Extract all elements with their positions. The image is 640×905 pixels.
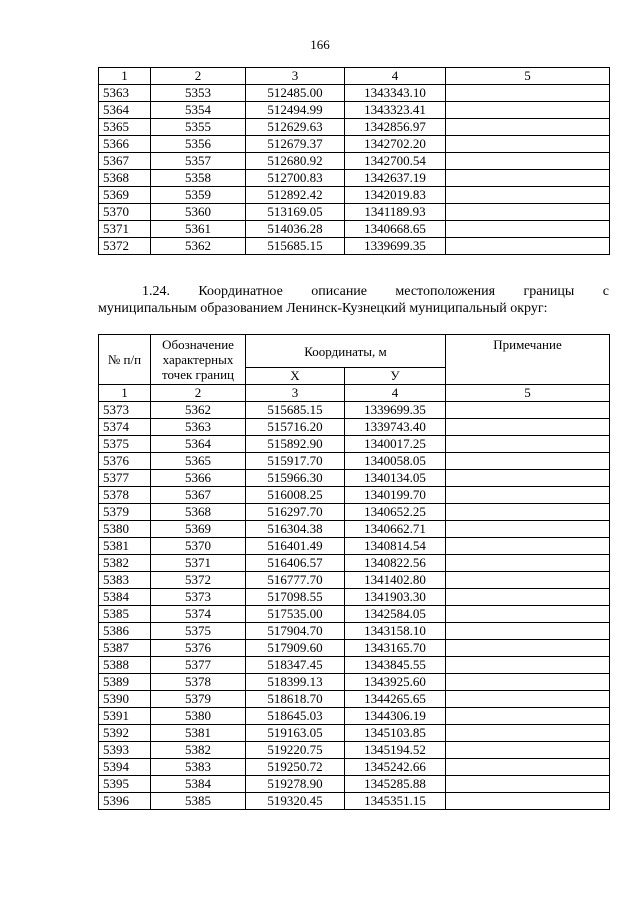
note-cell [446,487,610,504]
y-coordinate-cell: 1343343.10 [345,85,446,102]
coordinates-table-continued [98,67,610,255]
x-coordinate-cell: 518645.03 [246,708,345,725]
row-number-cell: 5375 [99,436,151,453]
table-row [99,119,610,136]
x-coordinate-cell: 519278.90 [246,776,345,793]
y-coordinate-cell: 1339699.35 [345,402,446,419]
row-number-cell: 5363 [99,85,151,102]
coordinates-table [98,334,610,810]
y-coordinate-cell: 1345103.85 [345,725,446,742]
row-number-cell: 5365 [99,119,151,136]
note-cell [446,521,610,538]
y-coordinate-cell: 1342700.54 [345,153,446,170]
point-id-cell: 5370 [151,538,246,555]
row-number-cell: 5382 [99,555,151,572]
table-row [99,725,610,742]
note-cell [446,555,610,572]
point-id-cell: 5385 [151,793,246,810]
y-coordinate-cell: 1340668.65 [345,221,446,238]
note-cell [446,238,610,255]
table-row [99,572,610,589]
table-row [99,187,610,204]
y-coordinate-cell: 1342019.83 [345,187,446,204]
x-coordinate-cell: 519320.45 [246,793,345,810]
x-coordinate-cell: 517904.70 [246,623,345,640]
row-number-cell: 5374 [99,419,151,436]
note-cell [446,538,610,555]
point-id-cell: 5361 [151,221,246,238]
y-coordinate-cell: 1342584.05 [345,606,446,623]
point-id-cell: 5358 [151,170,246,187]
table-row [99,102,610,119]
point-id-cell: 5360 [151,204,246,221]
y-coordinate-cell: 1345242.66 [345,759,446,776]
point-id-cell: 5362 [151,402,246,419]
col-number-cell: 5 [446,68,610,85]
x-coordinate-cell: 515716.20 [246,419,345,436]
table-row [99,776,610,793]
y-coordinate-cell: 1340822.56 [345,555,446,572]
point-id-cell: 5384 [151,776,246,793]
table-row [99,153,610,170]
table-row [99,204,610,221]
table-row [99,470,610,487]
note-cell [446,572,610,589]
y-coordinate-cell: 1345194.52 [345,742,446,759]
row-number-cell: 5391 [99,708,151,725]
table-row [99,589,610,606]
y-coordinate-cell: 1343845.55 [345,657,446,674]
table-row [99,85,610,102]
point-id-cell: 5375 [151,623,246,640]
y-coordinate-cell: 1341903.30 [345,589,446,606]
section-heading-word: с [602,284,609,299]
table-row [99,487,610,504]
section-heading [98,283,609,317]
point-id-cell: 5357 [151,153,246,170]
header-row-1 [99,335,610,368]
table-row [99,136,610,153]
table-row [99,538,610,555]
note-cell [446,776,610,793]
note-cell [446,419,610,436]
point-id-cell: 5378 [151,674,246,691]
point-id-cell: 5371 [151,555,246,572]
x-coordinate-cell: 512700.83 [246,170,345,187]
y-coordinate-cell: 1343925.60 [345,674,446,691]
table-row [99,623,610,640]
point-id-cell: 5374 [151,606,246,623]
table-row [99,521,610,538]
x-coordinate-cell: 516008.25 [246,487,345,504]
column-number-row [99,385,610,402]
section-heading-word: границы [523,284,575,299]
col-number-cell: 3 [246,385,345,402]
point-id-cell: 5376 [151,640,246,657]
x-coordinate-cell: 516406.57 [246,555,345,572]
table-row [99,640,610,657]
point-id-cell: 5356 [151,136,246,153]
row-number-cell: 5368 [99,170,151,187]
x-coordinate-cell: 514036.28 [246,221,345,238]
note-cell [446,708,610,725]
col-number-cell: 2 [151,385,246,402]
y-coordinate-cell: 1345351.15 [345,793,446,810]
table-row [99,691,610,708]
table-row [99,402,610,419]
point-id-cell: 5366 [151,470,246,487]
x-coordinate-cell: 519220.75 [246,742,345,759]
header-y: У [345,368,446,385]
x-coordinate-cell: 515892.90 [246,436,345,453]
row-number-cell: 5378 [99,487,151,504]
col-number-cell: 1 [99,385,151,402]
note-cell [446,759,610,776]
point-id-cell: 5367 [151,487,246,504]
col-number-cell: 4 [345,385,446,402]
section-heading-line-2: муниципальным образованием Ленинск-Кузнецкий муниципальный округ: [98,301,548,316]
note-cell [446,470,610,487]
note-cell [446,742,610,759]
y-coordinate-cell: 1343158.10 [345,623,446,640]
x-coordinate-cell: 515917.70 [246,453,345,470]
row-number-cell: 5389 [99,674,151,691]
table-row [99,238,610,255]
row-number-cell: 5366 [99,136,151,153]
x-coordinate-cell: 519163.05 [246,725,345,742]
row-number-cell: 5373 [99,402,151,419]
row-number-cell: 5383 [99,572,151,589]
point-id-cell: 5373 [151,589,246,606]
row-number-cell: 5372 [99,238,151,255]
x-coordinate-cell: 517909.60 [246,640,345,657]
note-cell [446,623,610,640]
note-cell [446,453,610,470]
row-number-cell: 5377 [99,470,151,487]
page-number: 166 [310,37,330,52]
header-number: № п/п [99,335,151,385]
table-row [99,170,610,187]
row-number-cell: 5380 [99,521,151,538]
note-cell [446,85,610,102]
x-coordinate-cell: 516777.70 [246,572,345,589]
y-coordinate-cell: 1342856.97 [345,119,446,136]
y-coordinate-cell: 1345285.88 [345,776,446,793]
y-coordinate-cell: 1342702.20 [345,136,446,153]
y-coordinate-cell: 1340199.70 [345,487,446,504]
row-number-cell: 5369 [99,187,151,204]
note-cell [446,606,610,623]
x-coordinate-cell: 512680.92 [246,153,345,170]
row-number-cell: 5379 [99,504,151,521]
section-heading-word: Координатное [198,284,283,299]
x-coordinate-cell: 513169.05 [246,204,345,221]
y-coordinate-cell: 1340662.71 [345,521,446,538]
note-cell [446,674,610,691]
row-number-cell: 5381 [99,538,151,555]
point-id-cell: 5354 [151,102,246,119]
x-coordinate-cell: 512485.00 [246,85,345,102]
row-number-cell: 5371 [99,221,151,238]
point-id-cell: 5377 [151,657,246,674]
note-cell [446,187,610,204]
table-row [99,419,610,436]
header-designation: Обозначение характерных точек границ [151,335,246,385]
x-coordinate-cell: 518618.70 [246,691,345,708]
x-coordinate-cell: 512629.63 [246,119,345,136]
y-coordinate-cell: 1339743.40 [345,419,446,436]
point-id-cell: 5381 [151,725,246,742]
point-id-cell: 5382 [151,742,246,759]
x-coordinate-cell: 512892.42 [246,187,345,204]
y-coordinate-cell: 1341189.93 [345,204,446,221]
table-row [99,674,610,691]
note-cell [446,119,610,136]
point-id-cell: 5362 [151,238,246,255]
column-number-row [99,68,610,85]
note-cell [446,170,610,187]
header-note: Примечание [446,335,610,385]
table-row [99,742,610,759]
row-number-cell: 5394 [99,759,151,776]
note-cell [446,221,610,238]
point-id-cell: 5368 [151,504,246,521]
x-coordinate-cell: 518347.45 [246,657,345,674]
note-cell [446,725,610,742]
point-id-cell: 5369 [151,521,246,538]
section-number: 1.24. [142,284,170,299]
y-coordinate-cell: 1339699.35 [345,238,446,255]
note-cell [446,136,610,153]
note-cell [446,153,610,170]
note-cell [446,691,610,708]
note-cell [446,589,610,606]
point-id-cell: 5364 [151,436,246,453]
point-id-cell: 5379 [151,691,246,708]
row-number-cell: 5367 [99,153,151,170]
x-coordinate-cell: 516401.49 [246,538,345,555]
y-coordinate-cell: 1340814.54 [345,538,446,555]
note-cell [446,402,610,419]
note-cell [446,504,610,521]
point-id-cell: 5353 [151,85,246,102]
x-coordinate-cell: 517098.55 [246,589,345,606]
table-row [99,221,610,238]
row-number-cell: 5393 [99,742,151,759]
col-number-cell: 1 [99,68,151,85]
note-cell [446,640,610,657]
point-id-cell: 5365 [151,453,246,470]
x-coordinate-cell: 516304.38 [246,521,345,538]
table-row [99,657,610,674]
y-coordinate-cell: 1340134.05 [345,470,446,487]
y-coordinate-cell: 1340017.25 [345,436,446,453]
y-coordinate-cell: 1343165.70 [345,640,446,657]
x-coordinate-cell: 518399.13 [246,674,345,691]
row-number-cell: 5392 [99,725,151,742]
y-coordinate-cell: 1344265.65 [345,691,446,708]
x-coordinate-cell: 515966.30 [246,470,345,487]
row-number-cell: 5386 [99,623,151,640]
point-id-cell: 5363 [151,419,246,436]
row-number-cell: 5385 [99,606,151,623]
row-number-cell: 5390 [99,691,151,708]
note-cell [446,793,610,810]
row-number-cell: 5370 [99,204,151,221]
note-cell [446,204,610,221]
row-number-cell: 5396 [99,793,151,810]
y-coordinate-cell: 1340058.05 [345,453,446,470]
point-id-cell: 5380 [151,708,246,725]
point-id-cell: 5355 [151,119,246,136]
section-heading-line-1 [98,283,609,300]
header-x: Х [246,368,345,385]
table-row [99,606,610,623]
x-coordinate-cell: 517535.00 [246,606,345,623]
x-coordinate-cell: 516297.70 [246,504,345,521]
col-number-cell: 4 [345,68,446,85]
point-id-cell: 5359 [151,187,246,204]
x-coordinate-cell: 515685.15 [246,238,345,255]
point-id-cell: 5383 [151,759,246,776]
x-coordinate-cell: 519250.72 [246,759,345,776]
row-number-cell: 5388 [99,657,151,674]
note-cell [446,102,610,119]
col-number-cell: 2 [151,68,246,85]
row-number-cell: 5387 [99,640,151,657]
y-coordinate-cell: 1343323.41 [345,102,446,119]
table-row [99,793,610,810]
table-row [99,453,610,470]
y-coordinate-cell: 1340652.25 [345,504,446,521]
table-row [99,759,610,776]
row-number-cell: 5364 [99,102,151,119]
y-coordinate-cell: 1344306.19 [345,708,446,725]
col-number-cell: 3 [246,68,345,85]
note-cell [446,657,610,674]
header-coordinates: Координаты, м [246,335,446,368]
y-coordinate-cell: 1342637.19 [345,170,446,187]
x-coordinate-cell: 512494.99 [246,102,345,119]
col-number-cell: 5 [446,385,610,402]
y-coordinate-cell: 1341402.80 [345,572,446,589]
x-coordinate-cell: 512679.37 [246,136,345,153]
table-row [99,436,610,453]
x-coordinate-cell: 515685.15 [246,402,345,419]
row-number-cell: 5376 [99,453,151,470]
section-heading-word: описание [311,284,368,299]
table-row [99,504,610,521]
table-row [99,708,610,725]
row-number-cell: 5395 [99,776,151,793]
table-row [99,555,610,572]
section-heading-word: местоположения [395,284,496,299]
note-cell [446,436,610,453]
point-id-cell: 5372 [151,572,246,589]
row-number-cell: 5384 [99,589,151,606]
